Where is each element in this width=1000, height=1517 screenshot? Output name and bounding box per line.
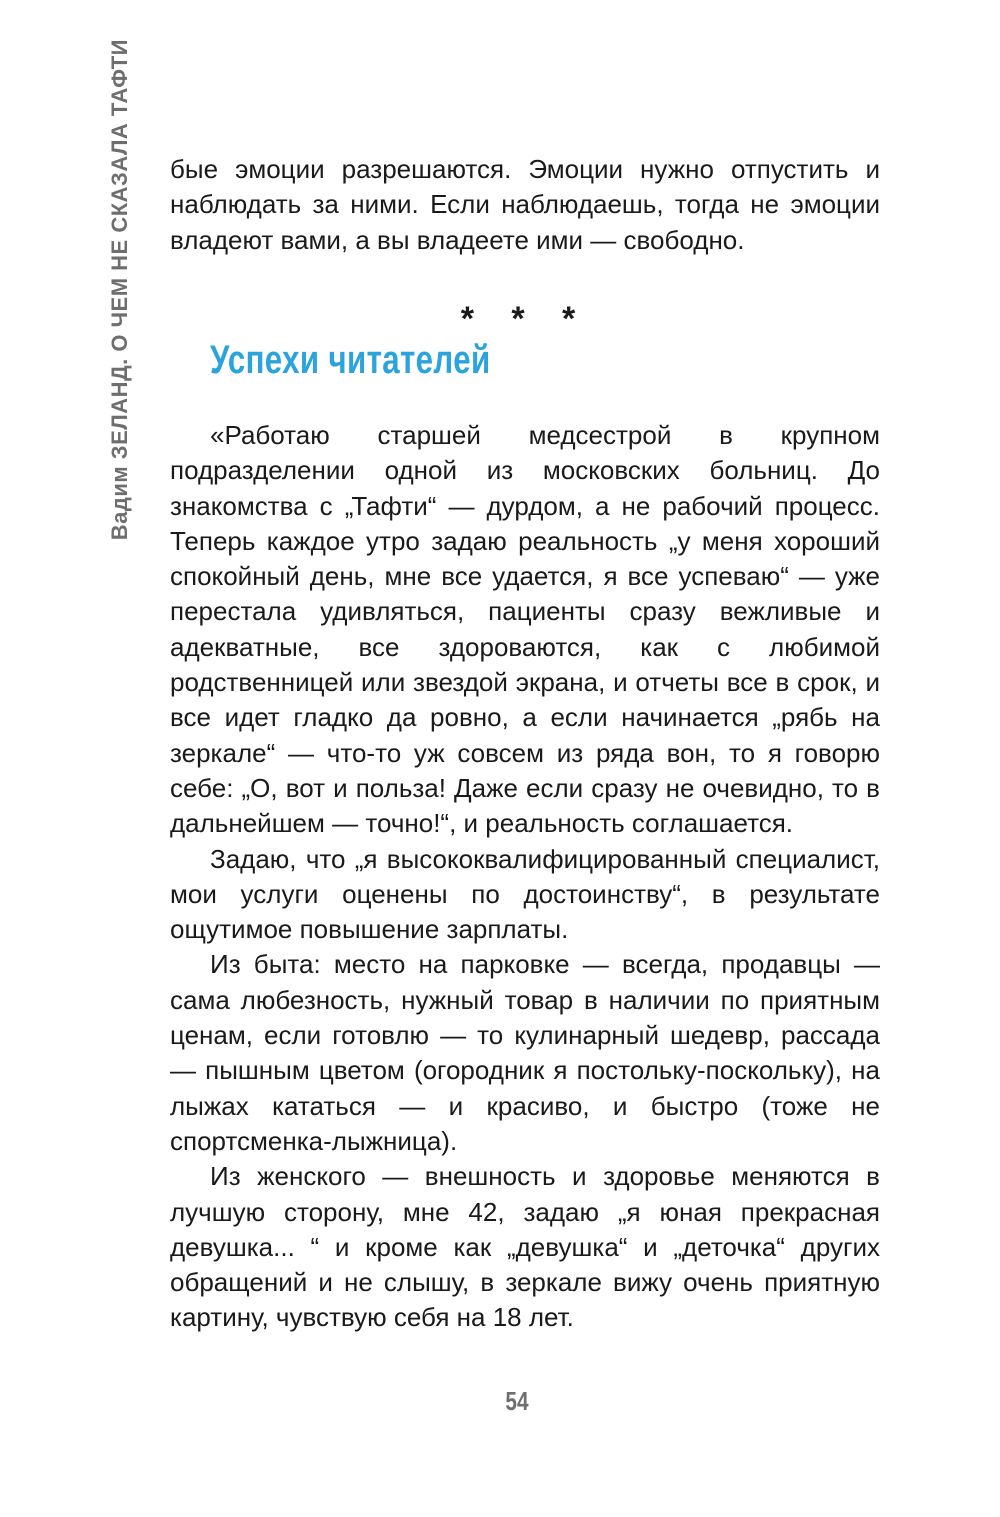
continued-paragraph-block bbox=[170, 152, 880, 258]
page-number: 54 bbox=[505, 1386, 529, 1416]
running-head-text: Вадим ЗЕЛАНД. О ЧЕМ НЕ СКАЗАЛА ТАФТИ bbox=[107, 38, 132, 540]
paragraph: Задаю, что „я высококвалифицированный специалист, мои услуги оценены по достоинству“, в результате ощутимое повышение зарплаты. bbox=[170, 843, 880, 945]
continued-paragraph: бые эмоции разрешаются. Эмоции нужно отпустить и наблюдать за ними. Если наблюдаешь, тогда не эмоции владеют вами, а вы владеете ими — свободно. bbox=[170, 154, 880, 255]
section-heading: Успехи читателей bbox=[210, 338, 491, 382]
body-text bbox=[170, 418, 880, 1336]
paragraph: «Работаю старшей медсестрой в крупном подразделении одной из московских больниц. До знакомства с „Тафти“ — дурдом, а не рабочий процесс. Теперь каждое утро задаю реальность „у меня хороший спокойный день, мне все удается, я все успеваю“ — уже перестала удивляться, пациенты сразу вежливые и адекватные, все здороваются, как с любимой родственницей или звездой экрана, и отчеты все в срок, и все идет гладко да ровно, а если начинается „рябь на зеркале“ — что-то уж совсем из ряда вон, то я говорю себе: „О, вот и польза! Даже если сразу не очевидно, то в дальнейшем — точно!“, и реальность соглашается. bbox=[170, 420, 880, 839]
section-divider-asterism: * * * bbox=[460, 300, 590, 338]
paragraph: Из быта: место на парковке — всегда, продавцы — сама любезность, нужный товар в наличии по приятным ценам, если готовлю — то кулинарный шедевр, рассада — пышным цветом (огородник я постольку-поскольку), на лыжах кататься — и красиво, и быстро (тоже не спортсменка-лыжница). bbox=[170, 949, 880, 1156]
paragraph: Из женского — внешность и здоровье меняются в лучшую сторону, мне 42, задаю „я юная прекрасная девушка... “ и кроме как „девушка“ и „деточка“ других обращений и не слышу, в зеркале вижу очень приятную картину, чувствую себя на 18 лет. bbox=[170, 1161, 880, 1333]
running-head bbox=[100, 38, 140, 540]
